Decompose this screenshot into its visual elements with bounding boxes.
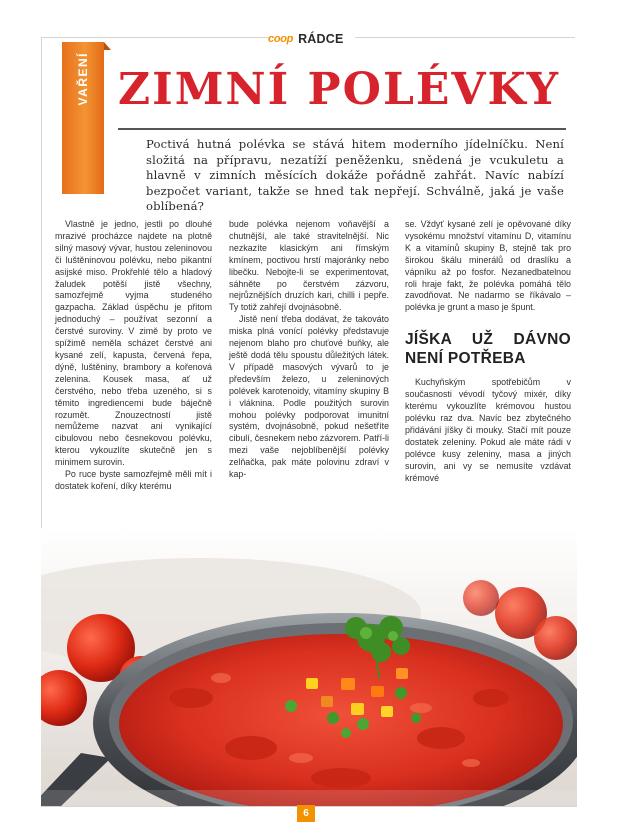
section-subheading: JÍŠKA UŽ DÁVNO NENÍ POTŘEBA — [405, 331, 571, 368]
magazine-brand — [268, 31, 344, 47]
article-lead: Poctivá hutná polévka se stává hitem moderního jídelníčku. Není složitá na přípravu, nezatíží peněženku, snědená je vcukuletu a hlavně v zimních měsících dokáže pořádně zahřát. Navíc nabízí bezpočet variant, takže se hned tak nepřejí. Schválně, jaká je vaše oblíbená? — [146, 137, 564, 214]
soup-photo — [41, 528, 577, 806]
paragraph: Vlastně je jedno, jestli po dlouhé mrazivé procházce najdete na plotně silný masový vývar, hustou zeleninovou či luštěninovou polévku, nebo pikantní asijské miso. Prokřehlé tělo a hladový žaludek potěší jistě všechny, samozřejmě vyjma studeného gazpacha. Základ úspěchu je přitom jednoduchý – používat sezonní a čerstvé suroviny. V zimě by proto ve spížimě neměla scházet čerstvé ani kysané zelí, kapusta, červená řepa, dýně, luštěniny, brambory a kořenová zelenina. Kousek masa, ať už čerstvého, nebo třeba uzeného, si s těmito ingrediencemi bude báječně rozumět. Znouzectností jistě nemůžeme nazvat ani vynikající cibulovou nebo česnekovou polévku, kterou vykouzlíte skutečně jen s minimem surovin. — [55, 219, 212, 468]
paragraph: Kuchyňským spotřebičům v současnosti vévodí tyčový mixér, díky kterému vykouzlíte krémovou hustou polévku raz dva. Navíc bez zbytečného přidávání jíšky či mouky. Stačí mít pouze dostatek zeleniny. Pokud ale máte rádi v polévce kusy zeleniny, masa a jiných surovin, ani vy se nemusíte vzdávat krémové — [405, 377, 571, 483]
soup-photo-illustration — [41, 528, 577, 806]
paragraph: Po ruce byste samozřejmě měli mít i dostatek koření, díky kterému — [55, 469, 212, 491]
text-column-3 — [405, 219, 571, 484]
text-column-2 — [229, 219, 389, 481]
section-label-wrap — [66, 52, 100, 182]
page-number: 6 — [303, 808, 309, 819]
title-underline — [118, 128, 566, 130]
brand-name: RÁDCE — [298, 32, 344, 46]
section-label: VAŘENÍ — [76, 52, 90, 106]
article-title: ZIMNÍ POLÉVKY — [118, 64, 561, 115]
ribbon-fold — [104, 42, 111, 50]
text-column-1 — [55, 219, 212, 493]
coop-logo: coop — [268, 33, 294, 45]
top-rule-left — [41, 37, 271, 38]
paragraph: se. Vždyť kysané zelí je opěvované díky vysokému množství vitamínu D, vitamínu K a vitamínů skupiny B, stejně tak pro širokou škálu minerálů od draslíku a vápníku až po fosfor. Nezanedbatelnou roli hraje fakt, že polévka pomáhá tělo zavodňovat. Ne nadarmo se říkávalo – polévka je grunt a maso je špunt. — [405, 219, 571, 313]
paragraph: bude polévka nejenom voňavější a chutnější, ale také stravitelnější. Nic nezkazíte klasickým ani římským kmínem, poctivou hrstí majoránky nebo libečku. Nebojte-li se experimentovat, sáhněte po čerstvém zázvoru, nejrůznějších druzích kari, chilli i pepře. Ty totiž zahřejí dvojnásobně. — [229, 219, 389, 313]
top-rule-right — [355, 37, 575, 38]
page-number-box — [297, 805, 315, 822]
paragraph: Jistě není třeba dodávat, že takováto miska plná vonící polévky představuje nejenom blaho pro chuťové buňky, ale ještě dodá tělu spoustu důležitých látek. V případě masových vývarů to je především železo, u zeleninových polévek karotenoidy, vitamíny skupiny B i vláknina. Podle použitých surovin mohou polévky podporovat imunitní systém, dvojnásobně, pokud nešetříte cibulí, česnekem nebo zázvorem. Patří-li mezi vaše nejoblíbenější polévky zelňačka, pak máte polovinu zdraví v kap- — [229, 314, 389, 480]
